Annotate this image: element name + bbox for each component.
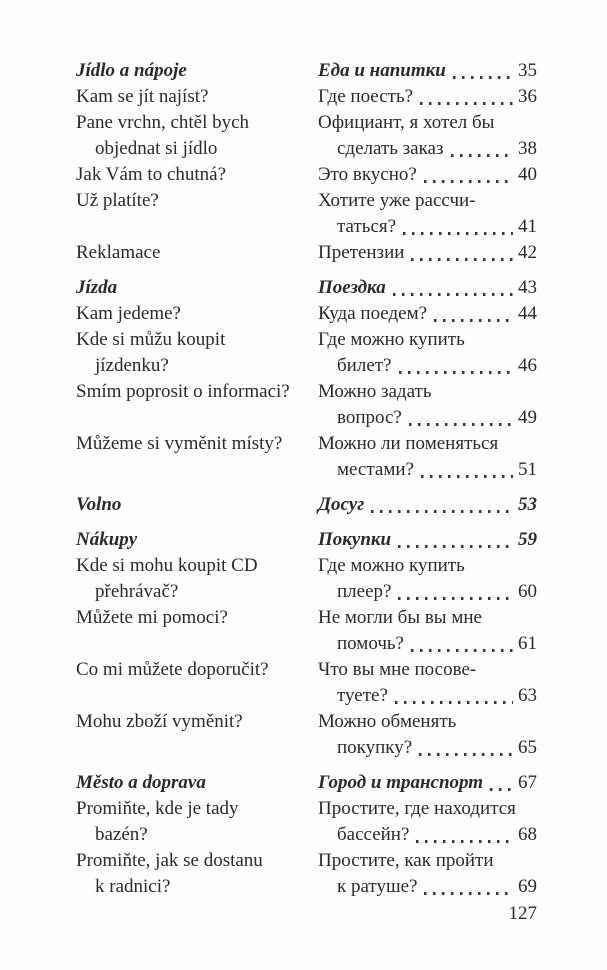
russian-column-cell: [318, 431, 537, 483]
toc-section: [76, 58, 537, 266]
russian-column-cell: [318, 58, 537, 84]
toc-line: [318, 631, 537, 657]
dot-leader: [419, 753, 513, 756]
page-ref: 61: [518, 633, 537, 654]
toc-entry-row: [76, 657, 537, 709]
russian-phrase: Это вкусно?: [318, 164, 417, 185]
page-ref: 59: [518, 529, 537, 550]
russian-phrase: Простите, где находится: [318, 798, 516, 819]
russian-phrase: покупку?: [337, 737, 413, 758]
russian-phrase: Официант, я хотел бы: [318, 112, 495, 133]
dot-leader: [421, 475, 513, 478]
toc-entry-row: [76, 188, 537, 240]
czech-phrase: Smím poprosit o informaci?: [76, 381, 290, 402]
section-heading-row: [76, 275, 537, 301]
page-ref: 68: [518, 824, 537, 845]
russian-phrase: бассейн?: [337, 824, 410, 845]
russian-column-cell: [318, 327, 537, 379]
czech-column-cell: [76, 275, 318, 301]
toc-line: [76, 162, 310, 188]
toc-line: [76, 770, 310, 796]
toc-line: [318, 162, 537, 188]
czech-column-cell: [76, 240, 318, 266]
dot-leader: [434, 319, 513, 322]
russian-column-cell: [318, 770, 537, 796]
page-ref: 49: [518, 407, 537, 428]
section-heading-czech: Jízda: [76, 277, 118, 298]
czech-phrase: Mohu zboží vyměnit?: [76, 711, 243, 732]
russian-phrase: Не могли бы вы мне: [318, 607, 482, 628]
toc-entry-row: [76, 553, 537, 605]
toc-line: [76, 657, 310, 683]
russian-phrase: Где можно купить: [318, 555, 465, 576]
czech-phrase: Kde si mohu koupit CD: [76, 555, 258, 576]
toc-line: [76, 796, 310, 822]
russian-column-cell: [318, 796, 537, 848]
toc-line: [76, 188, 310, 214]
toc-line: [318, 327, 537, 353]
russian-phrase: Можно обменять: [318, 711, 457, 732]
czech-phrase: Reklamace: [76, 242, 161, 263]
section-heading-russian: Досуг: [318, 494, 365, 515]
russian-phrase: таться?: [337, 216, 397, 237]
toc-line: [76, 110, 310, 136]
toc-entry-row: [76, 110, 537, 162]
page-ref: 38: [518, 138, 537, 159]
toc-line: [76, 327, 310, 353]
czech-phrase: Kam se jít najíst?: [76, 86, 209, 107]
page-ref: 63: [518, 685, 537, 706]
czech-column-cell: [76, 796, 318, 848]
russian-phrase: Хотите уже рассчи-: [318, 190, 476, 211]
czech-phrase: objednat si jídlo: [95, 138, 218, 159]
toc-line: [318, 110, 537, 136]
russian-column-cell: [318, 162, 537, 188]
table-of-contents: [76, 58, 537, 900]
page-ref: 69: [518, 876, 537, 897]
toc-entry-row: [76, 162, 537, 188]
toc-line: [318, 457, 537, 483]
toc-line: [318, 848, 537, 874]
russian-phrase: вопрос?: [337, 407, 402, 428]
russian-phrase: местами?: [337, 459, 414, 480]
czech-phrase: bazén?: [95, 824, 148, 845]
toc-entry-row: [76, 796, 537, 848]
page-ref: 40: [518, 164, 537, 185]
russian-phrase: туете?: [337, 685, 388, 706]
section-heading-russian: Поездка: [318, 277, 386, 298]
russian-phrase: Простите, как пройти: [318, 850, 494, 871]
toc-line: [318, 240, 537, 266]
dot-leader: [451, 154, 514, 157]
toc-line: [76, 492, 310, 518]
dot-leader: [453, 76, 513, 79]
toc-line: [76, 709, 310, 735]
czech-phrase: jízdenku?: [95, 355, 169, 376]
czech-phrase: Kde si můžu koupit: [76, 329, 226, 350]
page-ref: 67: [518, 772, 537, 793]
russian-column-cell: [318, 240, 537, 266]
toc-line: [318, 492, 537, 518]
czech-column-cell: [76, 605, 318, 631]
russian-column-cell: [318, 709, 537, 761]
czech-phrase: Pane vrchn, chtěl bych: [76, 112, 250, 133]
russian-phrase: Где поесть?: [318, 86, 414, 107]
dot-leader: [409, 423, 513, 426]
toc-line: [76, 848, 310, 874]
page-ref: 36: [518, 86, 537, 107]
russian-column-cell: [318, 379, 537, 431]
dot-leader: [416, 840, 513, 843]
czech-column-cell: [76, 709, 318, 735]
toc-entry-row: [76, 848, 537, 900]
toc-section: [76, 770, 537, 900]
russian-phrase: Претензии: [318, 242, 405, 263]
czech-column-cell: [76, 657, 318, 683]
dot-leader: [411, 649, 513, 652]
page-ref: 35: [518, 60, 537, 81]
czech-phrase: Co mi můžete doporučit?: [76, 659, 269, 680]
russian-phrase: билет?: [337, 355, 392, 376]
section-heading-czech: Jídlo a nápoje: [76, 60, 187, 81]
czech-phrase: k radnici?: [95, 876, 171, 897]
russian-column-cell: [318, 110, 537, 162]
toc-line: [318, 822, 537, 848]
toc-line: [318, 553, 537, 579]
czech-phrase: Už platíte?: [76, 190, 159, 211]
page-ref: 41: [518, 216, 537, 237]
czech-column-cell: [76, 431, 318, 457]
toc-line: [318, 431, 537, 457]
toc-line: [76, 822, 310, 848]
section-heading-row: [76, 492, 537, 518]
toc-line: [318, 605, 537, 631]
toc-line: [318, 275, 537, 301]
toc-line: [318, 379, 537, 405]
dot-leader: [393, 293, 513, 296]
toc-entry-row: [76, 605, 537, 657]
dot-leader: [424, 892, 513, 895]
czech-phrase: Promiňte, jak se dostanu: [76, 850, 263, 871]
dot-leader: [398, 597, 513, 600]
page-ref: 46: [518, 355, 537, 376]
toc-line: [76, 579, 310, 605]
czech-column-cell: [76, 527, 318, 553]
dot-leader: [398, 545, 513, 548]
czech-phrase: Jak Vám to chutná?: [76, 164, 227, 185]
section-heading-russian: Еда и напитки: [318, 60, 446, 81]
toc-line: [318, 188, 537, 214]
czech-column-cell: [76, 848, 318, 900]
section-heading-row: [76, 770, 537, 796]
russian-column-cell: [318, 492, 537, 518]
toc-line: [318, 214, 537, 240]
russian-column-cell: [318, 527, 537, 553]
page-ref: 65: [518, 737, 537, 758]
dot-leader: [371, 510, 513, 513]
toc-line: [76, 58, 310, 84]
czech-phrase: Můžete mi pomoci?: [76, 607, 228, 628]
page-ref: 53: [518, 494, 537, 515]
russian-column-cell: [318, 657, 537, 709]
dot-leader: [424, 180, 513, 183]
toc-line: [76, 275, 310, 301]
toc-entry-row: [76, 327, 537, 379]
russian-column-cell: [318, 553, 537, 605]
section-heading-row: [76, 58, 537, 84]
russian-phrase: Куда поедем?: [318, 303, 428, 324]
czech-column-cell: [76, 770, 318, 796]
czech-phrase: přehrávač?: [95, 581, 179, 602]
toc-section: [76, 492, 537, 518]
toc-line: [318, 874, 537, 900]
czech-column-cell: [76, 188, 318, 214]
toc-section: [76, 275, 537, 483]
page-ref: 44: [518, 303, 537, 324]
russian-column-cell: [318, 84, 537, 110]
section-heading-row: [76, 527, 537, 553]
toc-line: [76, 553, 310, 579]
czech-column-cell: [76, 301, 318, 327]
toc-line: [318, 527, 537, 553]
page-ref: 60: [518, 581, 537, 602]
toc-line: [318, 58, 537, 84]
toc-line: [318, 735, 537, 761]
toc-line: [318, 657, 537, 683]
dot-leader: [420, 102, 513, 105]
dot-leader: [403, 232, 513, 235]
toc-section: [76, 527, 537, 761]
toc-line: [76, 136, 310, 162]
section-heading-russian: Покупки: [318, 529, 392, 550]
toc-line: [318, 353, 537, 379]
czech-column-cell: [76, 162, 318, 188]
russian-phrase: к ратуше?: [337, 876, 418, 897]
toc-entry-row: [76, 240, 537, 266]
toc-line: [318, 84, 537, 110]
toc-entry-row: [76, 709, 537, 761]
czech-phrase: Promiňte, kde je tady: [76, 798, 239, 819]
toc-line: [76, 874, 310, 900]
toc-line: [318, 770, 537, 796]
russian-column-cell: [318, 188, 537, 240]
russian-phrase: Можно задать: [318, 381, 432, 402]
toc-entry-row: [76, 301, 537, 327]
russian-phrase: Где можно купить: [318, 329, 465, 350]
czech-phrase: Kam jedeme?: [76, 303, 181, 324]
toc-entry-row: [76, 84, 537, 110]
toc-line: [76, 527, 310, 553]
russian-phrase: плеер?: [337, 581, 392, 602]
czech-column-cell: [76, 84, 318, 110]
toc-line: [318, 796, 537, 822]
toc-line: [318, 683, 537, 709]
russian-column-cell: [318, 605, 537, 657]
section-heading-russian: Город и транспорт: [318, 772, 484, 793]
toc-line: [76, 605, 310, 631]
toc-line: [318, 405, 537, 431]
toc-line: [76, 353, 310, 379]
section-heading-czech: Nákupy: [76, 529, 138, 550]
czech-column-cell: [76, 58, 318, 84]
czech-column-cell: [76, 553, 318, 605]
russian-phrase: Можно ли поменяться: [318, 433, 499, 454]
dot-leader: [395, 701, 513, 704]
section-heading-czech: Město a doprava: [76, 772, 206, 793]
toc-line: [318, 301, 537, 327]
toc-line: [318, 136, 537, 162]
toc-entry-row: [76, 379, 537, 431]
russian-phrase: Что вы мне посове-: [318, 659, 477, 680]
toc-line: [76, 431, 310, 457]
section-heading-czech: Volno: [76, 494, 122, 515]
czech-column-cell: [76, 110, 318, 162]
dot-leader: [490, 788, 513, 791]
russian-column-cell: [318, 275, 537, 301]
folio-page-number: 127: [508, 903, 537, 924]
czech-column-cell: [76, 327, 318, 379]
toc-line: [318, 709, 537, 735]
russian-column-cell: [318, 301, 537, 327]
russian-column-cell: [318, 848, 537, 900]
toc-line: [76, 379, 310, 405]
page-ref: 51: [518, 459, 537, 480]
toc-line: [76, 301, 310, 327]
page-ref: 43: [518, 277, 537, 298]
toc-entry-row: [76, 431, 537, 483]
czech-column-cell: [76, 492, 318, 518]
toc-line: [76, 84, 310, 110]
dot-leader: [411, 258, 513, 261]
czech-phrase: Můžeme si vyměnit místy?: [76, 433, 283, 454]
dot-leader: [399, 371, 514, 374]
toc-line: [76, 240, 310, 266]
czech-column-cell: [76, 379, 318, 405]
toc-line: [318, 579, 537, 605]
russian-phrase: помочь?: [337, 633, 404, 654]
page-ref: 42: [518, 242, 537, 263]
russian-phrase: сделать заказ: [337, 138, 444, 159]
